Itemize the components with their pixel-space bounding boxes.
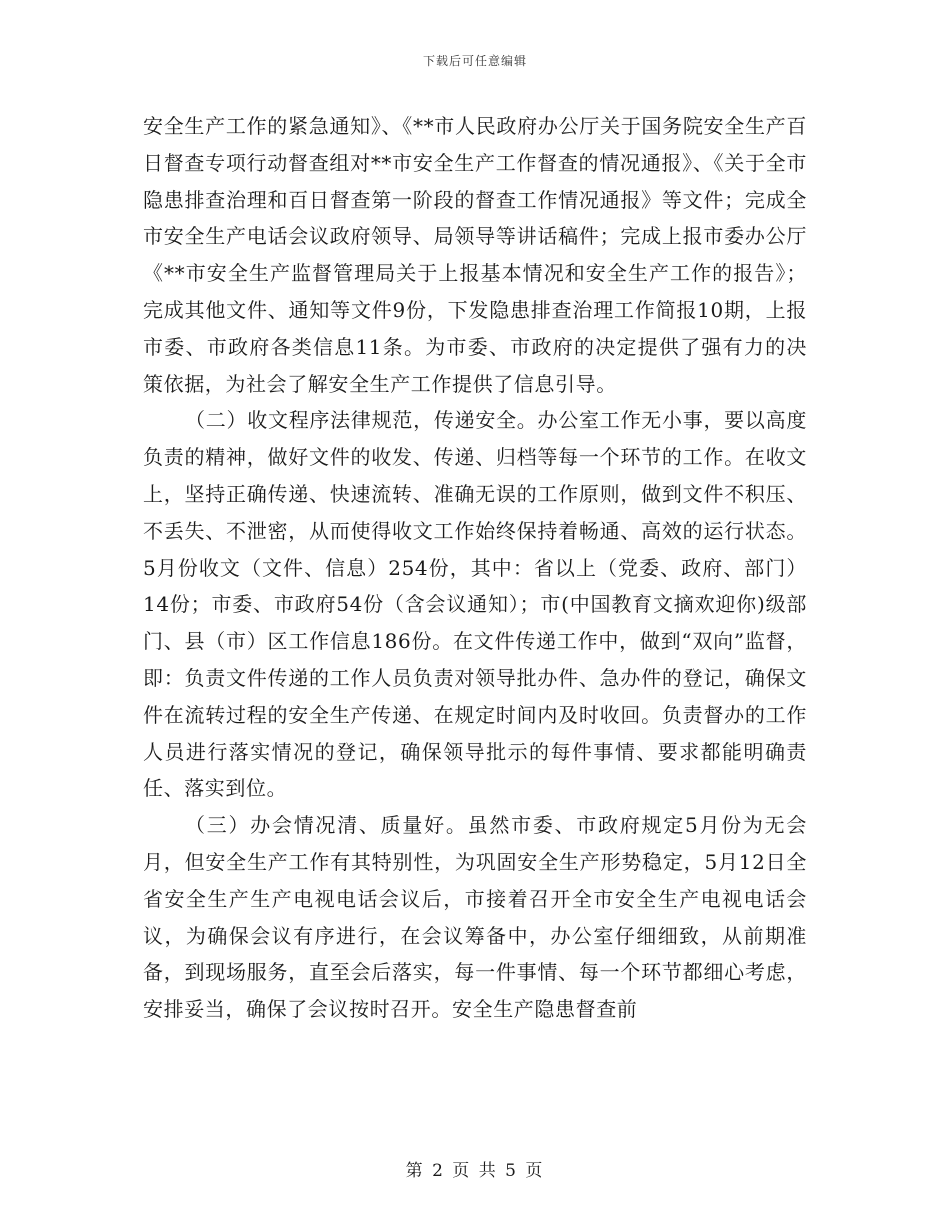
page-number: 第 2 页 共 5 页	[405, 1161, 545, 1181]
document-body	[143, 108, 807, 1028]
paragraph-section-3: （三）办会情况清、质量好。虽然市委、市政府规定5月份为无会月，但安全生产工作有其特别性，为巩固安全生产形势稳定，5月12日全省安全生产生产电视电话会议后，市接着召开全市安全生产电视电话会议，为确保会议有序进行，在会议筹备中，办公室仔细细致，从前期准备，到现场服务，直至会后落实，每一件事情、每一个环节都细心考虑，安排妥当，确保了会议按时召开。安全生产隐患督查前	[143, 813, 807, 1022]
paragraph-section-2: （二）收文程序法律规范，传递安全。办公室工作无小事，要以高度负责的精神，做好文件的收发、传递、归档等每一个环节的工作。在收文上，坚持正确传递、快速流转、准确无误的工作原则，做到文件不积压、不丢失、不泄密，从而使得收文工作始终保持着畅通、高效的运行状态。5月份收文（文件、信息）254份，其中：省以上（党委、政府、部门）14份；市委、市政府54份（含会议通知）；市(中国教育文摘欢迎你)级部门、县（市）区工作信息186份。在文件传递工作中，做到“双向”监督，即：负责文件传递的工作人员负责对领导批办件、急办件的登记，确保文件在流转过程的安全生产传递、在规定时间内及时收回。负责督办的工作人员进行落实情况的登记，确保领导批示的每件事情、要求都能明确责任、落实到位。	[143, 408, 807, 801]
page-header-note: 下载后可任意编辑	[422, 54, 527, 68]
paragraph-continued: 安全生产工作的紧急通知》、《**市人民政府办公厅关于国务院安全生产百日督查专项行动督查组对**市安全生产工作督查的情况通报》、《关于全市隐患排查治理和百日督查第一阶段的督查工作情况通报》等文件；完成全市安全生产电话会议政府领导、局领导等讲话稿件；完成上报市委办公厅《**市安全生产监督管理局关于上报基本情况和安全生产工作的报告》；完成其他文件、通知等文件9份，下发隐患排查治理工作简报10期，上报市委、市政府各类信息11条。为市委、市政府的决定提供了强有力的决策依据，为社会了解安全生产工作提供了信息引导。	[143, 114, 807, 396]
